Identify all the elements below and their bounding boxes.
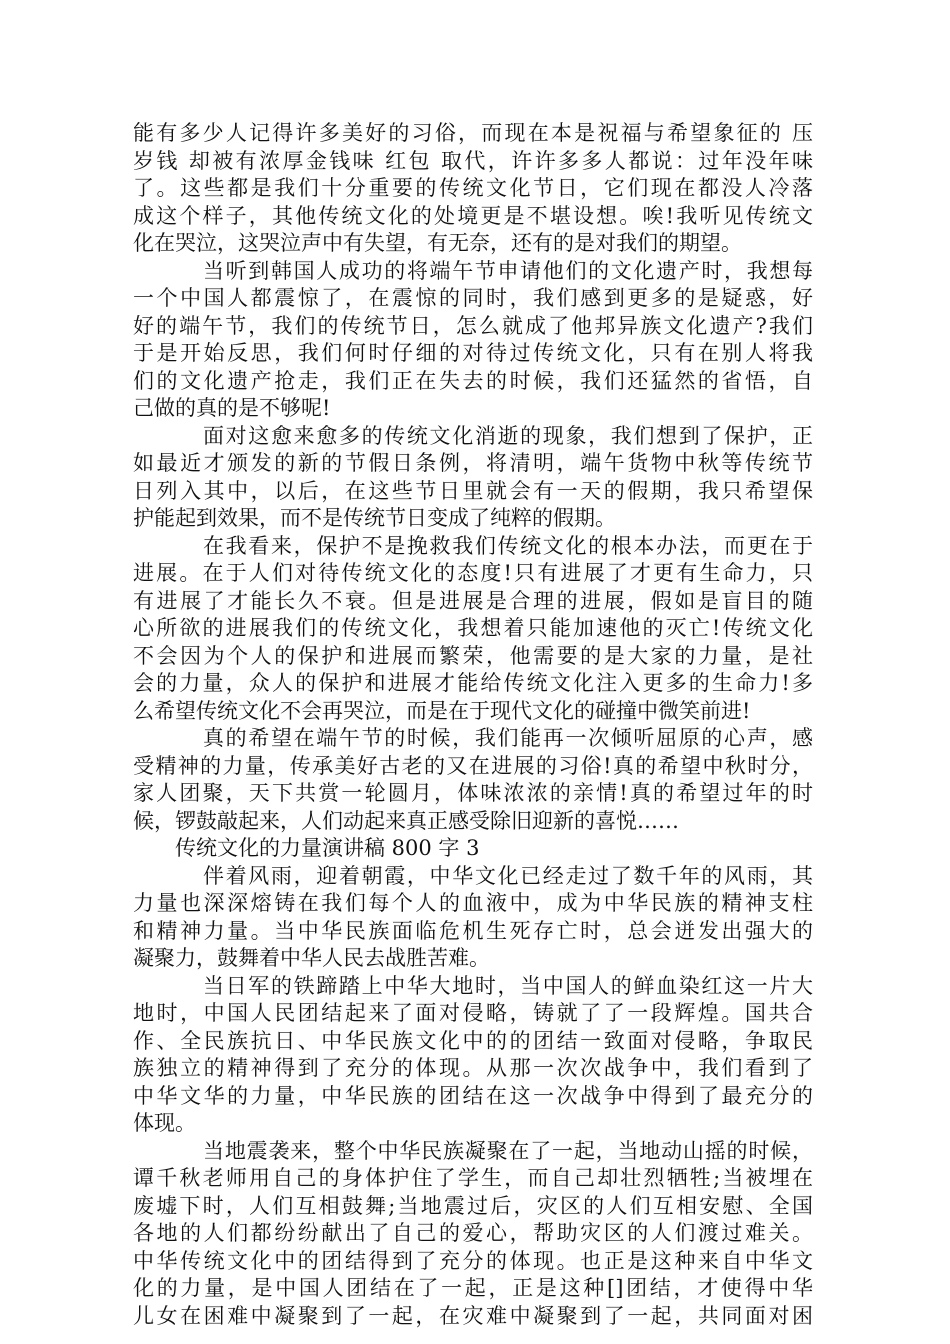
text-line: 心所欲的进展我们的传统文化，我想着只能加速他的灭亡!传统文化 [133, 616, 813, 640]
text-line: 儿女在困难中凝聚到了一起，在灾难中凝聚到了一起，共同面对困 [133, 1303, 813, 1328]
text-line: 族独立的精神得到了充分的体现。从那一次次战争中，我们看到了 [133, 1056, 813, 1080]
text-line: 力量也深深熔铸在我们每个人的血液中，成为中华民族的精神支柱 [133, 891, 813, 915]
text-line: 会的力量，众人的保护和进展才能给传统文化注入更多的生命力!多 [133, 671, 813, 695]
text-line: 岁钱 却被有浓厚金钱味 红包 取代，许许多多人都说：过年没年味 [133, 148, 813, 173]
text-line: 如最近才颁发的新的节假日条例，将清明，端午货物中秋等传统节 [133, 451, 813, 475]
section-heading: 传统文化的力量演讲稿 800 字 3 [175, 836, 480, 860]
text-line: 于是开始反思，我们何时仔细的对待过传统文化，只有在别人将我 [133, 341, 813, 365]
document-page [133, 120, 813, 1330]
text-line: 当听到韩国人成功的将端午节申请他们的文化遗产时，我想每 [203, 258, 813, 283]
text-line: 有进展了才能长久不衰。但是进展是合理的进展，假如是盲目的随 [133, 588, 813, 613]
text-line: 不会因为个人的保护和进展而繁荣，他需要的是大家的力量，是社 [133, 643, 813, 668]
text-line: 化的力量，是中国人团结在了一起，正是这种[]团结，才使得中华 [133, 1276, 813, 1300]
text-line: 一个中国人都震惊了，在震惊的同时，我们感到更多的是疑惑，好 [133, 286, 813, 310]
text-line: 在我看来，保护不是挽救我们传统文化的根本办法，而更在于 [203, 533, 813, 558]
text-line: 废墟下时，人们互相鼓舞;当地震过后，灾区的人们互相安慰、全国 [133, 1193, 813, 1218]
text-line: 作、全民族抗日、中华民族文化中的的团结一致面对侵略，争取民 [133, 1028, 813, 1053]
text-line: 护能起到效果，而不是传统节日变成了纯粹的假期。 [133, 506, 616, 530]
text-line: 好的端午节，我们的传统节日，怎么就成了他邦异族文化遗产?我们 [133, 313, 813, 338]
text-line: 中华传统文化中的团结得到了充分的体现。也正是这种来自中华文 [133, 1248, 813, 1273]
text-line: 真的希望在端午节的时候，我们能再一次倾听屈原的心声，感 [203, 726, 813, 750]
text-line: 成这个样子，其他传统文化的处境更是不堪设想。唉!我听见传统文 [133, 203, 813, 228]
text-line: 己做的真的是不够呢! [133, 396, 331, 420]
text-line: 么希望传统文化不会再哭泣，而是在于现代文化的碰撞中微笑前进! [133, 698, 751, 723]
text-line: 候，锣鼓敲起来，人们动起来真正感受除旧迎新的喜悦…… [133, 808, 679, 833]
text-line: 伴着风雨，迎着朝霞，中华文化已经走过了数千年的风雨，其 [203, 863, 813, 888]
text-line: 日列入其中，以后，在这些节日里就会有一天的假期，我只希望保 [133, 478, 813, 503]
text-line: 进展。在于人们对待传统文化的态度!只有进展了才更有生命力，只 [133, 561, 813, 585]
text-line: 谭千秋老师用自己的身体护住了学生，而自己却壮烈牺牲;当被埋在 [133, 1166, 813, 1190]
text-line: 了。这些都是我们十分重要的传统文化节日，它们现在都没人冷落 [133, 176, 813, 200]
text-line: 和精神力量。当中华民族面临危机生死存亡时，总会迸发出强大的 [133, 918, 813, 943]
text-line: 中华文华的力量，中华民族的团结在这一次战争中得到了最充分的 [133, 1083, 813, 1108]
text-line: 们的文化遗产抢走，我们正在失去的时候，我们还猛然的省悟，自 [133, 368, 813, 393]
text-line: 能有多少人记得许多美好的习俗，而现在本是祝福与希望象征的 压 [133, 121, 813, 145]
text-line: 家人团聚，天下共赏一轮圆月，体味浓浓的亲情!真的希望过年的时 [133, 781, 813, 805]
text-line: 面对这愈来愈多的传统文化消逝的现象，我们想到了保护，正 [203, 423, 813, 448]
text-line: 凝聚力，鼓舞着中华人民去战胜苦难。 [133, 946, 490, 970]
text-line: 受精神的力量，传承美好古老的又在进展的习俗!真的希望中秋时分， [133, 753, 813, 778]
text-line: 当地震袭来，整个中华民族凝聚在了一起，当地动山摇的时候， [203, 1138, 813, 1163]
text-line: 当日军的铁蹄踏上中华大地时，当中国人的鲜血染红这一片大 [203, 973, 813, 998]
text-line: 地时，中国人民团结起来了面对侵略，铸就了了一段辉煌。国共合 [133, 1001, 813, 1025]
text-line: 体现。 [133, 1111, 196, 1135]
text-line: 化在哭泣，这哭泣声中有失望，有无奈，还有的是对我们的期望。 [133, 231, 742, 255]
text-line: 各地的人们都纷纷献出了自己的爱心，帮助灾区的人们渡过难关。 [133, 1221, 813, 1245]
